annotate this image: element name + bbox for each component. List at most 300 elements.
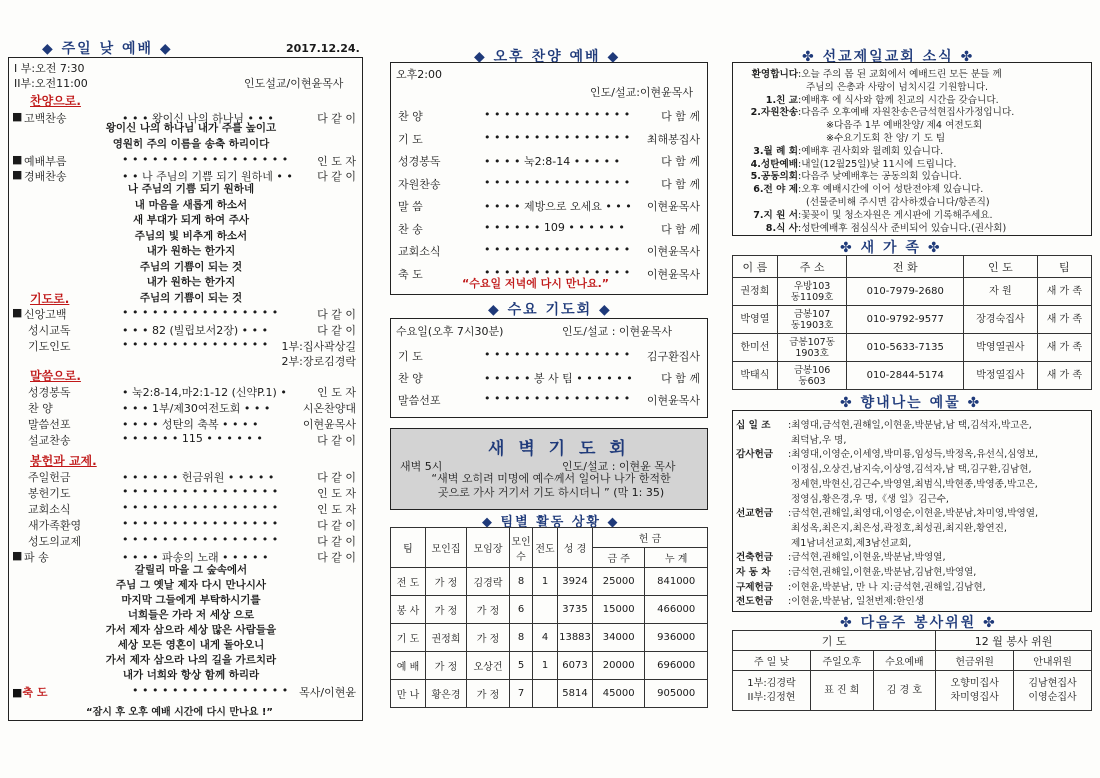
table-cell: 8 [510,568,533,596]
diamond-icon: ◆ [488,302,501,318]
order-row [398,198,702,214]
cross-icon: ✤ [802,49,816,65]
order-person: 다 함 께 [661,222,700,236]
order-label: 파 송 [24,551,49,564]
offering-category: 십 일 조 [736,420,771,431]
offering-line [736,461,1088,475]
offering-names: 최성옥,최은지,최은성,곽정호,최성권,최지완,황연진, [791,522,1007,534]
offering-category: 전도헌금 [736,596,774,608]
order-label: 교회소식 [28,503,71,516]
left-column [6,0,362,778]
table-cell: 696000 [645,652,708,680]
offering-line [736,505,1088,519]
table-header: 인 도 [964,256,1038,278]
order-detail: • • • 82 (빌립보서2장) • • • [122,324,269,337]
order-detail: • 눅2:8-14,마2:1-12 (신약P.1) • [122,386,287,399]
table-cell: 박태식 [733,362,778,390]
service-time-1: I 부:오전 7:30 [14,62,85,75]
order-detail: • • 나 주님의 기쁨 되기 원하네 • • [122,170,293,183]
offering-category: 선교헌금 [736,508,774,520]
order-person: 다 같 이 [317,170,356,183]
wednesday-title: ◆ 수요 기도회 ◆ [488,302,612,318]
order-row [12,110,358,123]
order-row [398,370,702,386]
news-text: 예배후 에 식사와 함께 친교의 시간을 갖습니다. [801,94,999,106]
table-cell: 표 진 희 [810,671,873,711]
order-label: 축 도 [398,267,423,281]
offering-line [736,476,1088,490]
table-row [733,362,1092,390]
news-text: 예배후 권사회와 월례회 있습니다. [801,145,944,157]
table-cell: 만 나 [391,680,426,708]
table-cell: 3924 [558,568,593,596]
order-person: 다 같 이 [317,551,356,564]
offering-category: 자 동 차 [736,567,771,578]
order-person: 다 같 이 [317,519,356,532]
table-cell: 13883 [558,624,593,652]
table-row [391,596,708,624]
table-cell: 새 가 족 [1037,362,1091,390]
offering-names: 최영대,이영순,이세영,박미룡,임성득,박정옥,유선식,심영보, [791,449,1039,461]
order-label: 말 씀 [398,200,423,213]
table-cell: 45000 [593,680,645,708]
table-cell: 5814 [558,680,593,708]
order-detail: • • • • • • • • • • • • • • • [484,130,631,144]
order-person: 이현윤목사 [302,418,356,431]
order-detail: • • • • 눅2:8-14 • • • • • [484,155,621,168]
order-label: 봉헌기도 [28,487,71,500]
table-cell: 010-2844-5174 [847,362,964,390]
table-cell: 6073 [558,652,593,680]
wednesday-time: 수요일(오후 7시30분) [396,325,504,338]
order-person: 이현윤목사 [646,200,700,213]
table-cell: 20000 [593,652,645,680]
table-header: 주 일 낮 [733,651,811,671]
table-cell: 권정희 [426,624,467,652]
offering-line [736,520,1088,534]
order-row [398,153,702,169]
news-text: 다음주 낮예배후는 공동의회 있습니다. [801,171,962,183]
table-cell: 가 정 [467,596,510,624]
news-text: 주님의 은총과 사랑이 넘치시길 기원합니다. [806,81,989,93]
table-cell: 새 가 족 [1037,334,1091,362]
order-detail: • • • • • • • • • • • • • • • [484,348,631,361]
order-label: 찬 양 [398,372,423,385]
table-cell: 6 [510,596,533,624]
offering-colon: : [788,420,792,431]
offering-category: 감사헌금 [736,449,774,461]
offering-names: 제1남녀선교회,제3남선교회, [791,537,912,549]
order-label: 성경봉독 [398,155,441,168]
table-cell: 1부:김경락 II부:김정현 [733,671,811,711]
order-person: 다 같 이 [317,434,356,447]
order-label: 찬 양 [398,110,423,123]
table-cell: 장경숙집사 [964,306,1038,334]
order-row [12,549,358,562]
order-label: 예배부름 [24,155,67,168]
order-person: 이현윤목사 [646,394,700,407]
table-cell: 010-7979-2680 [847,278,964,306]
table-cell [533,596,558,624]
offering-names: 정영심,황은경,우 명,《생 일》김근수, [791,493,949,505]
news-colon: : [798,94,802,106]
lyric-block-3: 갈릴리 마을 그 숲속에서 주님 그 옛날 제자 다시 만나시사 마지막 그들에게 부탁하시기를 너희들은 가라 저 세상 으로 가서 제자 삼으라 세상 많은 사람들을 세상 모든 영혼이 내게 돌아오니 가서 제자 삼으라 나의 길을 가르치라 내가 너희와 항상 함께 하리라 [105,564,277,681]
offering-line [736,549,1088,563]
news-colon: : [798,107,802,119]
table-cell: 가 정 [426,596,467,624]
order-detail: • • • • • • • • • • • • • • • [484,243,631,256]
cross-icon: ✤ [927,240,942,256]
table-cell: 금봉106 동603 [777,362,847,390]
order-detail: • • • 1부/제30여전도회 • • • [122,402,271,415]
order-label: 설교찬송 [28,434,71,447]
news-label: 2.자원찬송 [750,107,798,119]
order-row [398,348,702,364]
order-detail: • • • • • • 115 • • • • • • [122,432,263,445]
offering-title: ✤ 향내나는 예물 ✤ [840,395,982,411]
order-person: 인 도 자 [317,386,356,399]
news-label: 6.전 야 제 [753,184,798,196]
order-person: 이현윤목사 [646,267,700,281]
order-detail: • • • • • • • • • • • • • • • [484,392,631,405]
order-detail: • • • • • • • • • • • • • • • • [122,485,279,498]
table-cell: 15000 [593,596,645,624]
offering-names: 금석현,권해일,이현윤,박분남,박영열, [791,552,946,564]
table-cell: 금봉107 동1903호 [777,306,847,334]
order-person: 1부:집사곽상길 [281,340,356,353]
table-header: 헌금위원 [936,651,1014,671]
order-detail: • • • • • 봉 사 팀 • • • • • • [484,372,633,385]
table-cell: 010-9792-9577 [847,306,964,334]
offering-line [736,446,1088,460]
order-label: 기 도 [398,132,423,146]
news-label: 5.공동의회 [750,171,798,183]
table-cell: 936000 [645,624,708,652]
news-colon: : [798,145,802,157]
news-colon: : [798,209,802,221]
order-row [398,131,702,147]
cross-icon: ✤ [960,49,975,65]
bullet-marker: ■ [12,168,23,181]
order-detail: • • • • • • • • • • • • • • • [484,265,631,279]
news-text: 오후 예배시간에 이어 성탄전야제 있습니다. [801,184,984,196]
table-cell: 새 가 족 [1037,306,1091,334]
order-detail: • • • • • • • • • • • • • • • [484,175,631,189]
end-row: ■축 도 • • • • • • • • • • • • • • • • 목사/이현윤 [12,684,356,699]
dawn-verse: “새벽 오히려 미명에 예수께서 일어나 나가 한적한 곳으로 가사 거기서 기도 하시더니 ” (막 1: 35) [431,472,671,499]
order-person: 김구환집사 [646,350,700,363]
order-person: 다 함 께 [661,372,700,385]
bullet-marker: ■ [12,153,23,166]
table-cell: 권정희 [733,278,778,306]
table-cell: 1 [533,652,558,680]
table-cell: 오상건 [467,652,510,680]
news-colon: : [798,69,802,80]
news-label: 7.지 원 서 [753,209,798,221]
offering-names: 정세현,박현신,김근수,박영열,최범식,박현종,박영종,박고은, [791,478,1038,490]
table-cell: 466000 [645,596,708,624]
table-header: 주 소 [777,256,847,278]
order-person: 다 함 께 [661,177,700,191]
table-cell: 박정열집사 [964,362,1038,390]
news-text: 꽃꽂이 및 청소자원은 게시판에 기록해주세요. [801,209,993,221]
volunteer-table: 기 도 12 월 봉사 위원 주 일 낮 주일오후 수요예배 헌금위원 안내위원 1부:김경락 II부:김정현 표 진 희 김 경 호 오향미집사 차미영집사 김남현집사 이영순집사 [732,630,1092,711]
order-detail: • • • • 제방으로 오세요 • • • [484,200,632,213]
order-person: 다 같 이 [317,535,356,548]
table-cell: 7 [510,680,533,708]
cross-icon: ✤ [840,395,854,411]
table-cell: 금봉107동 1903호 [777,334,847,362]
diamond-icon: ◆ [607,515,620,530]
order-detail: • • • • 파송의 노래 • • • • • [122,551,269,564]
order-label: 성도의교제 [28,535,82,548]
offering-names: 이현윤,박분남, 일천번제:한인생 [791,596,925,608]
dawn-title: 새 벽 기 도 회 [488,439,630,459]
table-cell: 자 원 [964,278,1038,306]
offering-names: 금석현,권해일,이현윤,박분남,김남현,박영열, [791,567,977,578]
table-cell: 3735 [558,596,593,624]
offering-colon: : [788,552,792,564]
news-label: 환영합니다 [751,69,798,80]
diamond-icon: ◆ [474,49,487,65]
offering-colon: : [788,508,792,520]
order-row [398,221,702,237]
order-row [398,176,702,192]
team-title: ◆ 팀별 활동 상황 ◆ [482,515,620,530]
order-person: 인 도 자 [317,503,356,516]
dawn-leader: 인도/설교 : 이현윤 목사 [562,460,676,473]
morning-service-title: ◆ 주일 낮 예배 ◆ [42,41,173,57]
team-table: 팀 모인집 모임장 모인수 전도 성 경 헌 금 금 주 누 계 전 도 가 정 김경락 8 1 3924 25000 841000 봉 사 가 정 가 정 6 3735 15000 466000 기 도 권정희 가 정 8 4 13883 34000 936000 예 배 가 정 오상건 5 1 6073 20000 696000 만 나 황은경 가 정 7 5814 45000 905000 [390,527,708,708]
order-person: 다 같 이 [317,112,356,125]
diamond-icon: ◆ [482,515,494,530]
order-detail: • • • • • • • • • • • • • • • • [122,306,279,319]
table-cell: 우방103 동1109호 [777,278,847,306]
order-detail: • • • • • • • • • • • • • • • • [122,501,279,514]
order-person: 다 같 이 [317,324,356,337]
left-footer-note: “잠시 후 오후 예배 시간에 다시 만나요 !” [86,707,273,718]
table-cell: 예 배 [391,652,426,680]
order-label: 기 도 [398,350,423,363]
order-label: 새가족환영 [28,519,82,532]
table-cell: 봉 사 [391,596,426,624]
offering-line [736,432,1088,446]
order-detail: • • • • • • • • • • • • • • • • • [122,153,289,166]
table-cell: 010-5633-7135 [847,334,964,362]
news-label: 3.월 례 회 [753,145,798,157]
diamond-icon: ◆ [42,41,55,57]
order-label: 주일헌금 [28,471,71,484]
table-cell: 25000 [593,568,645,596]
news-colon: : [798,158,802,170]
table-cell: 박영열 [733,306,778,334]
order-person: 최해봉집사 [646,132,700,146]
right-column [732,0,1094,778]
news-text: 내일(12월25일)낮 11시에 드립니다. [801,158,957,170]
table-cell: 가 정 [426,652,467,680]
afternoon-service-title: ◆ 오후 찬양 예배 ◆ [474,49,621,65]
table-header: 팀 [1037,256,1091,278]
diamond-icon: ◆ [607,49,621,65]
cross-icon: ✤ [840,615,854,631]
afternoon-leader: 인도/설교:이현윤목사 [590,86,694,99]
news-text: 오늘 주의 몸 된 교회에서 예배드린 모든 분들 께 [801,69,1002,80]
offering-colon: : [788,567,792,578]
table-cell: 새 가 족 [1037,278,1091,306]
order-label: 경배찬송 [24,170,67,183]
service-date: 2017.12.24. [286,42,360,55]
family-title: ✤ 새 가 족 ✤ [840,240,942,256]
service-leader: 인도설교/이현윤목사 [244,77,344,90]
order-person: 다 같 이 [317,308,356,321]
offering-names: 금석현,권해일,최영대,이영순,이현윤,박분남,차미영,박영열, [791,508,1039,520]
news-label: 4.성탄예배 [750,158,798,170]
news-colon: : [798,184,802,196]
order-person: 다 함 께 [661,110,700,123]
table-cell: 4 [533,624,558,652]
order-label: 고백찬송 [24,112,67,125]
table-cell: 김 경 호 [873,671,936,711]
bullet-marker: ■ [12,306,23,319]
news-text: 다음주 오후예배 자원찬송은금석현집사가정입니다. [801,107,1015,119]
table-row [391,652,708,680]
news-item [736,220,1088,234]
table-cell: 841000 [645,568,708,596]
order-row [398,108,702,124]
news-text: 성탄예배후 점심식사 준비되어 있습니다.(권사회) [801,222,1007,234]
table-row [733,306,1092,334]
table-cell: 김경락 [467,568,510,596]
order-row [398,243,702,259]
offering-names: 이정심,오상건,남지숙,이상영,김석자,남 택,김구환,김남현, [791,464,1032,476]
table-cell [533,680,558,708]
afternoon-time: 오후2:00 [396,68,442,81]
section-praise: 찬양으로. [30,94,81,108]
table-cell: 황은경 [426,680,467,708]
table-row [391,624,708,652]
news-title: ✤ 선교제일교회 소식 ✤ [802,49,975,65]
news-label: 8.식 사 [765,222,798,234]
table-cell: 오향미집사 차미영집사 [936,671,1014,711]
offering-line [736,535,1088,549]
order-detail: • • • 왕이신 나의 하나님 • • • [122,112,274,125]
order-person: 다 같 이 [317,471,356,484]
lyric-block-1: 왕이신 나의 하나님 내가 주를 높이고 영원히 주의 이름을 송축 하리이다 [105,122,277,150]
order-label: 기도인도 [28,340,71,353]
offering-category: 구제헌금 [736,581,774,593]
order-detail: • • • • • • • • • • • • • • • • [122,517,279,530]
table-cell: 한미선 [733,334,778,362]
volunteer-title: ✤ 다음주 봉사위원 ✤ [840,615,997,631]
table-cell: 김남현집사 이영순집사 [1014,671,1092,711]
order-detail: • • • • • • • • • • • • • • • • [122,533,279,546]
offering-colon: : [788,581,792,593]
order-label: 교회소식 [398,245,441,258]
table-header: 이 름 [733,256,778,278]
new-family-table [732,255,1092,390]
order-label: 말씀선포 [398,394,441,407]
table-cell: 가 정 [467,624,510,652]
table-row [733,278,1092,306]
table-row [391,680,708,708]
news-colon: : [798,222,802,234]
order-person: 시온찬양대 [302,402,356,415]
news-text: ※다음주 1부 예배찬양/ 제4 여전도회 [826,120,983,132]
order-detail: • • • • • • • • • • • • • • • [484,108,631,121]
news-colon: : [798,171,802,183]
table-header: 전 화 [847,256,964,278]
bullet-marker: ■ [12,549,23,562]
order-detail: • • • • • • • • • • • • • • • [122,338,269,351]
order-person: 2부:장로김경락 [281,355,356,368]
table-cell: 905000 [645,680,708,708]
offering-names: 이현윤,박분남, 만 나 지:금석현,권해일,김남현, [791,581,986,593]
news-text: ※수요기도회 찬 양/ 기 도 팀 [826,133,946,144]
order-label: 자원찬송 [398,177,441,191]
news-text: (선물준비해 주시면 감사하겠습니다/항존직) [806,197,990,208]
table-cell: 기 도 [391,624,426,652]
order-row [398,392,702,408]
offering-line [736,579,1088,593]
offering-line [736,564,1088,578]
table-cell: 34000 [593,624,645,652]
order-person: 인 도 자 [317,155,356,168]
section-prayer: 기도로. [30,292,70,306]
wednesday-leader: 인도/설교 : 이현윤목사 [562,325,673,338]
news-label: 1.친 교 [765,94,798,106]
bullet-marker: ■ [12,110,23,123]
order-detail: • • • • • • 109 • • • • • • [484,220,625,234]
offering-line [736,491,1088,505]
table-header: 주일오후 [810,651,873,671]
table-cell: 5 [510,652,533,680]
diamond-icon: ◆ [599,302,612,318]
section-word: 말씀으로. [30,369,81,383]
dawn-time: 새벽 5시 [400,460,443,473]
table-cell: 가 정 [426,568,467,596]
table-cell: 8 [510,624,533,652]
offering-colon: : [788,449,792,461]
order-person: 다 함 께 [661,155,700,168]
order-detail: • • • • • • 헌금위원 • • • • • [122,471,275,484]
offering-colon: : [788,596,792,608]
middle-column [384,0,712,778]
order-label: 성시교독 [28,324,71,337]
table-row [733,334,1092,362]
cross-icon: ✤ [983,615,997,631]
offering-line [736,417,1088,431]
offering-category: 건축헌금 [736,552,774,564]
table-cell: 전 도 [391,568,426,596]
order-label: 찬 송 [398,222,423,236]
order-label: 찬 양 [28,402,53,415]
cross-icon: ✤ [967,395,982,411]
order-detail: • • • • 성탄의 축복 • • • • [122,418,259,431]
cross-icon: ✤ [840,240,854,256]
table-cell: 1 [533,568,558,596]
order-label: 말씀선포 [28,418,71,431]
table-header: 안내위원 [1014,651,1092,671]
offering-names: 최덕남,우 명, [791,434,847,446]
order-person: 인 도 자 [317,487,356,500]
diamond-icon: ◆ [159,41,173,57]
section-offering: 봉헌과 교제. [30,454,97,468]
table-header: 수요예배 [873,651,936,671]
lyric-block-2: 나 주님의 기쁨 되기 원하네 내 마음을 새롭게 하소서 새 부대가 되게 하여 주사 주님의 빛 비추게 하소서 내가 원하는 한가지 주님의 기쁨이 되는 것 내가 원하는 한가지 주님의 기쁨이 되는 것 [127,183,255,304]
service-time-2: II부:오전11:00 [14,77,88,90]
wednesday-note: “수요일 저녁에 다시 만나요.” [462,277,610,290]
offering-names: 최영대,금석현,권해일,이현윤,박분남,남 택,김석자,박고은, [791,420,1032,431]
